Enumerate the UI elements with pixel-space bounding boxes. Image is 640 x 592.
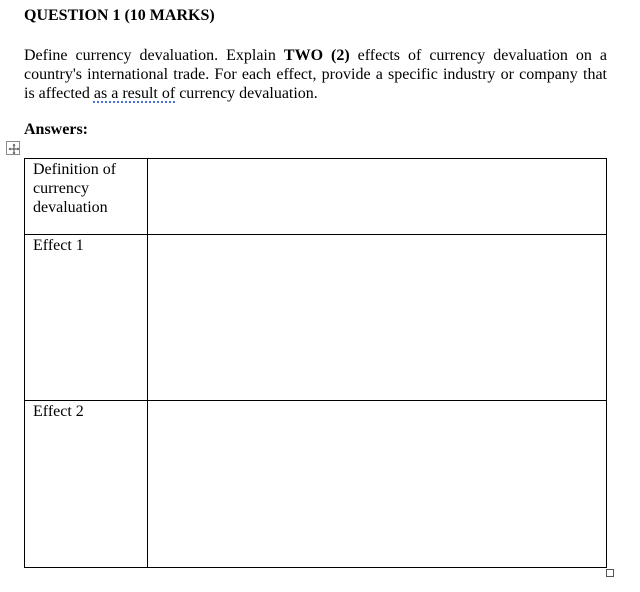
question-line-2: country's international trade. For each effect, provide a specific industry or company that <box>24 66 607 83</box>
table-resize-handle-icon[interactable] <box>606 569 614 577</box>
table-row-effect-1 <box>25 235 607 401</box>
question-line-1-prefix: Define currency devaluation. Explain <box>24 47 284 64</box>
question-text <box>24 46 607 103</box>
table-cell-label-definition[interactable]: Definition of currency devaluation <box>25 159 148 235</box>
question-line-3-prefix: is affected <box>24 85 94 102</box>
table-cell-label-effect-2[interactable]: Effect 2 <box>25 401 148 568</box>
question-line-1-suffix: effects of currency devaluation on a <box>349 47 608 64</box>
answer-table <box>24 158 607 568</box>
table-move-handle-icon[interactable] <box>6 141 20 155</box>
question-line-3 <box>24 84 607 103</box>
table-cell-label-effect-1[interactable]: Effect 1 <box>25 235 148 401</box>
grammar-flagged-phrase[interactable]: as a result of <box>93 85 176 102</box>
question-heading: QUESTION 1 (10 MARKS) <box>24 7 215 24</box>
question-bold-count: TWO (2) <box>283 47 350 64</box>
table-row-effect-2 <box>25 401 607 568</box>
table-row-definition <box>25 159 607 235</box>
question-line-3-suffix: currency devaluation. <box>175 85 318 102</box>
table-cell-answer-definition[interactable] <box>148 159 607 235</box>
answers-label: Answers: <box>24 121 88 138</box>
question-line-1 <box>24 46 607 65</box>
table-cell-answer-effect-2[interactable] <box>148 401 607 568</box>
table-cell-answer-effect-1[interactable] <box>148 235 607 401</box>
move-arrows-icon <box>7 142 21 156</box>
